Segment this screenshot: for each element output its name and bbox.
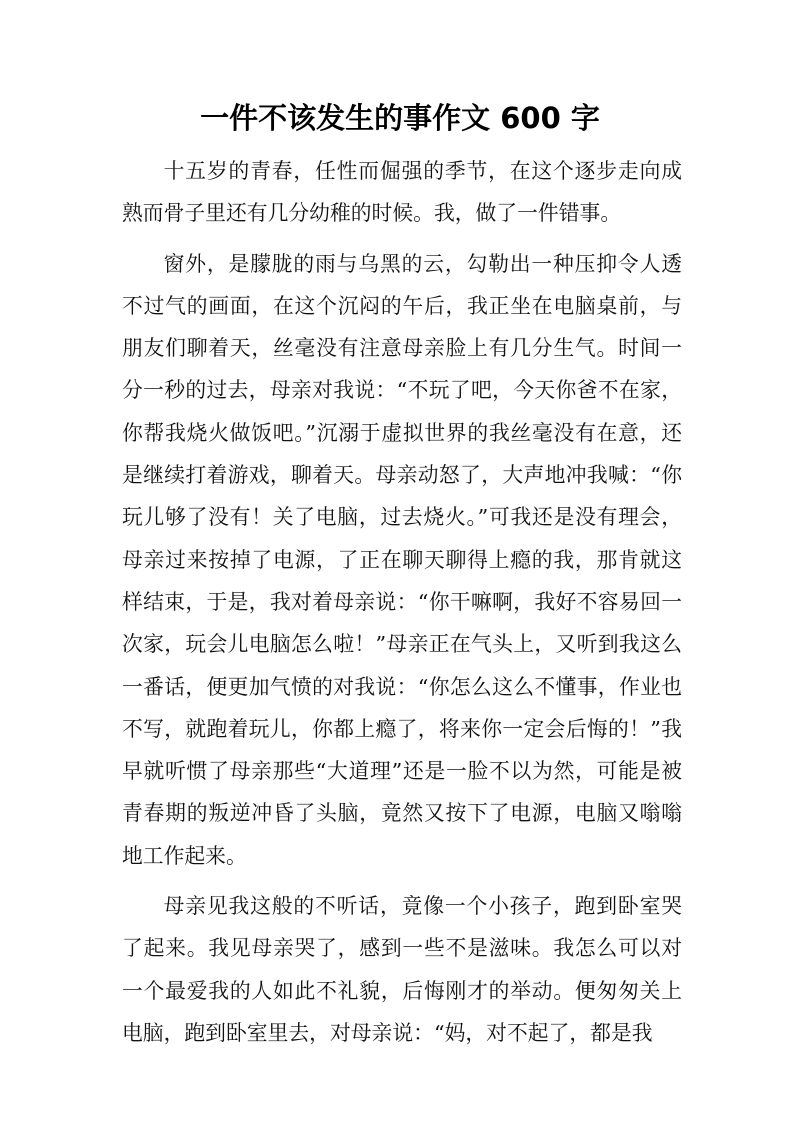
- paragraph-2: 窗外，是朦胧的雨与乌黑的云，勾勒出一种压抑令人透不过气的画面，在这个沉闷的午后，我正坐在电脑桌前，与朋友们聊着天，丝毫没有注意母亲脸上有几分生气。时间一分一秒的过去，母亲对我说：“不玩了吧，今天你爸不在家，你帮我烧火做饭吧。”沉溺于虚拟世界的我丝毫没有在意，还是继续打着游戏，聊着天。母亲动怒了，大声地冲我喊：“你玩儿够了没有！关了电脑，过去烧火。”可我还是没有理会，母亲过来按掉了电源，了正在聊天聊得上瘾的我，那肯就这样结束，于是，我对着母亲说：“你干嘛啊，我好不容易回一次家，玩会儿电脑怎么啦！”母亲正在气头上，又听到我这么一番话，便更加气愤的对我说：“你怎么这么不懂事，作业也不写，就跑着玩儿，你都上瘾了，将来你一定会后悔的！”我早就听惯了母亲那些“大道理”还是一脸不以为然，可能是被青春期的叛逆冲昏了头脑，竟然又按下了电源，电脑又嗡嗡地工作起来。: [122, 251, 682, 868]
- essay-body: [122, 150, 682, 1062]
- paragraph-3: 母亲见我这般的不听话，竟像一个小孩子，跑到卧室哭了起来。我见母亲哭了，感到一些不是滋味。我怎么可以对一个最爱我的人如此不礼貌，后悔刚才的举动。便匆匆关上电脑，跑到卧室里去，对母亲说：“妈，对不起了，都是我: [122, 894, 682, 1045]
- document-title: 一件不该发生的事作文 600 字: [200, 101, 600, 135]
- paragraph-1: 十五岁的青春，任性而倔强的季节，在这个逐步走向成熟而骨子里还有几分幼稚的时候。我，做了一件错事。: [122, 159, 682, 226]
